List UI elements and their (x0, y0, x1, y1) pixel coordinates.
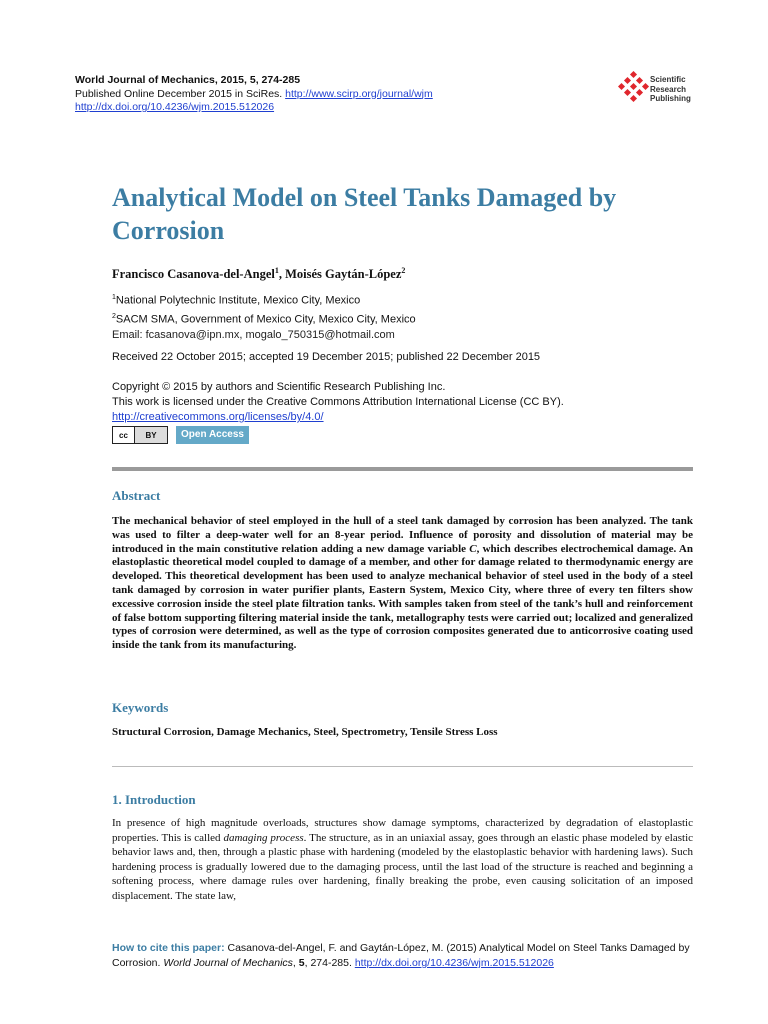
abstract-part-1: The mechanical behavior of steel employed in the hull of a steel tank damaged by corrosion has been analyzed. The tank was used to filter a deep-water well for an 8-year period. Influence of porosity and dissolution of material may be introduced in the main constitutive relation adding a new damage variable (112, 515, 693, 555)
author-separator: , (278, 267, 286, 282)
affiliations (112, 290, 416, 344)
publisher-name-line1: Scientific (650, 75, 686, 84)
abstract-variable: C (469, 542, 477, 555)
journal-header (75, 74, 433, 115)
publisher-name-line3: Publishing (650, 94, 691, 103)
affiliation-2-sup: 2 (112, 313, 116, 321)
author-list (112, 266, 405, 282)
published-text: Published Online December 2015 in SciRes. (75, 87, 283, 100)
copyright-line: Copyright © 2015 by authors and Scientific Research Publishing Inc. (112, 381, 446, 393)
abstract-heading: Abstract (112, 488, 161, 503)
abstract-text (112, 515, 693, 653)
intro-part-2: . The structure, as in an uniaxial assay, goes through an elastic phase modeled by elastic behavior laws and, then, through a plastic phase with hardening (modeled by the elastoplastic behavior with hardening laws). Such hardening process is gradually lowered due to the damaging process, until the last load of the structure is reached and beginning a softening process, where damage rules over hardening, finally breaking the probe, even causing solicitation of an imposed displacement. The state law, (112, 831, 694, 902)
published-line (75, 88, 433, 102)
journal-url-link[interactable]: http://www.scirp.org/journal/wjm (285, 87, 433, 100)
license-line: This work is licensed under the Creative Commons Attribution International License (CC BY). (112, 396, 564, 408)
publisher-name (650, 75, 691, 104)
author-1-sup: 1 (274, 266, 279, 275)
keywords-text: Structural Corrosion, Damage Mechanics, Steel, Spectrometry, Tensile Stress Loss (112, 726, 498, 738)
author-1: Francisco Casanova-del-Angel (112, 267, 275, 282)
introduction-text (112, 816, 693, 903)
cc-by-badge[interactable] (112, 426, 168, 444)
affiliation-1-sup: 1 (112, 294, 116, 301)
affiliation-2: SACM SMA, Government of Mexico City, Mexico City, Mexico (115, 313, 416, 326)
author-2: Moisés Gaytán-López (285, 267, 402, 282)
intro-part-1: In presence of high magnitude overloads, structures show damage symptoms, characterized by degradation of elastoplastic properties. This is called (112, 817, 693, 844)
copyright-block (112, 380, 564, 425)
citation-text-2: , (292, 957, 299, 969)
by-icon: BY (145, 430, 157, 440)
email-line: Email: fcasanova@ipn.mx, mogalo_750315@hotmail.com (112, 329, 395, 342)
cc-icon: cc (113, 427, 135, 443)
received-dates: Received 22 October 2015; accepted 19 December 2015; published 22 December 2015 (112, 351, 541, 363)
author-2-sup: 2 (401, 266, 406, 275)
doi-link[interactable]: http://dx.doi.org/10.4236/wjm.2015.512026 (75, 101, 275, 113)
license-badges (112, 426, 249, 444)
citation-block (112, 941, 702, 971)
citation-journal: World Journal of Mechanics (163, 957, 293, 969)
citation-volume: 5 (298, 957, 305, 969)
introduction-heading: 1. Introduction (112, 792, 196, 807)
journal-citation: World Journal of Mechanics, 2015, 5, 274-285 (75, 74, 301, 86)
section-divider (112, 467, 693, 471)
keywords-divider (112, 766, 693, 767)
publisher-name-line2: Research (650, 84, 687, 94)
keywords-heading: Keywords (112, 700, 169, 715)
abstract-part-2: , which describes electrochemical damage. An elastoplastic theoretical model coupled to damage of a member, and other for damage related to thermodynamic energy are developed. This theoretical development has been used to analyze mechanical behavior of steel used in the body of a steel tank damaged by corrosion in water purifier plants, Eastern System, Mexico City, where three of every ten filters show excessive corrosion inside the steel plate filtration tanks. With samples taken from steel of the tank’s hull and reinforcement of false bottom supporting filtering material inside the tank, metallography tests were carried out; localized and generalized types of corrosion were determined, as well as the type of corrosion composites generated due to anticorrosive coating used inside the tank from its manufacturing. (112, 542, 693, 652)
paper-title: Analytical Model on Steel Tanks Damaged by Corrosion (112, 183, 617, 245)
intro-emphasis: damaging process (223, 831, 304, 844)
license-url-link[interactable]: http://creativecommons.org/licenses/by/4.0/ (112, 411, 324, 423)
citation-label: How to cite this paper: (112, 942, 225, 954)
open-access-badge: Open Access (176, 426, 249, 444)
citation-text-1: Casanova-del-Angel, F. and Gaytán-López, M. (2015) Analytical Model on Steel Tanks Damaged by Corrosion. (112, 942, 690, 969)
citation-doi-link[interactable]: http://dx.doi.org/10.4236/wjm.2015.512026 (354, 957, 554, 969)
affiliation-1: National Polytechnic Institute, Mexico City, Mexico (115, 294, 361, 307)
citation-text-3: , 274-285. (304, 957, 355, 969)
